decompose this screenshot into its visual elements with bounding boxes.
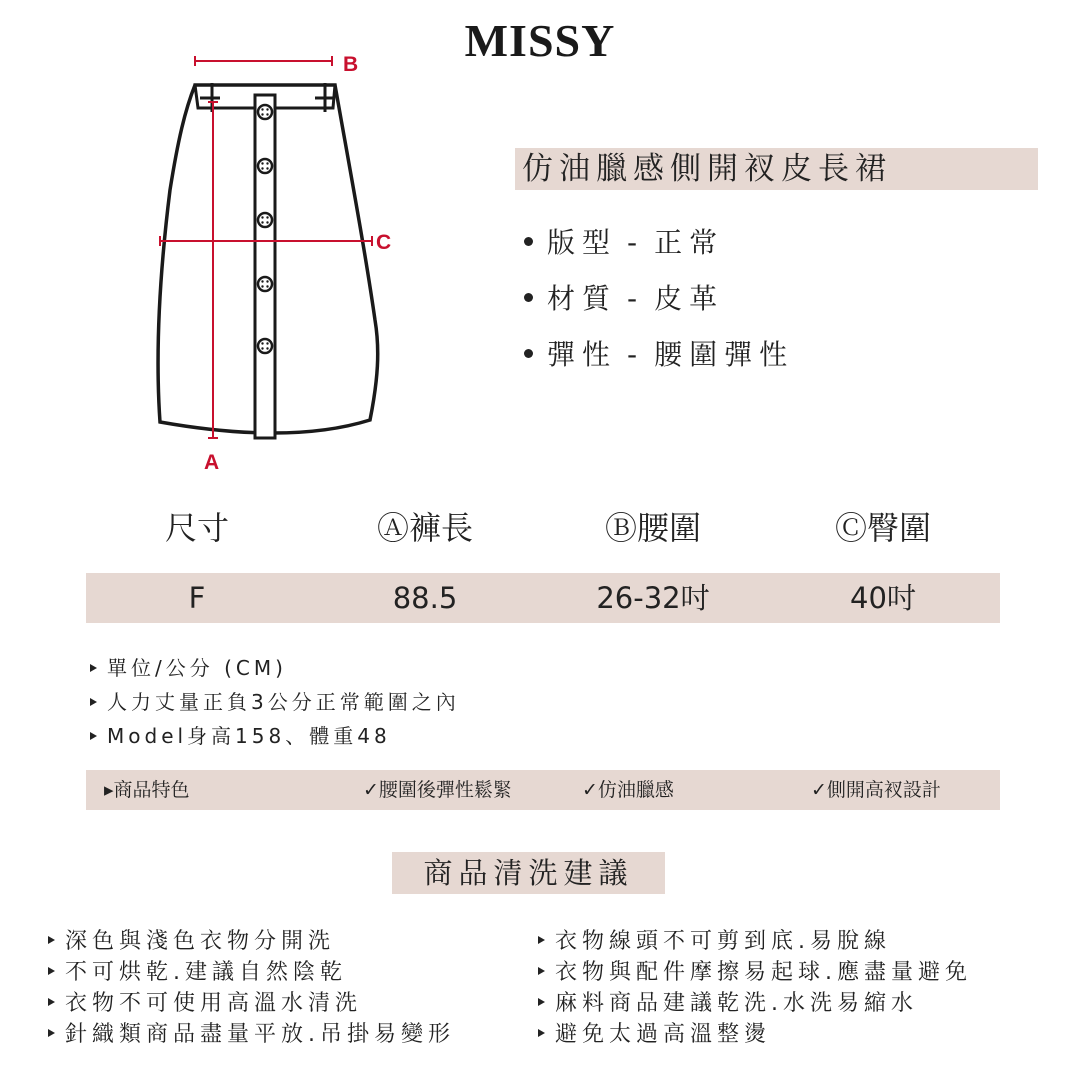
product-title: 仿油臘感側開衩皮長裙	[522, 151, 892, 187]
triangle-icon	[48, 1029, 55, 1037]
note-item: 單位/公分 (CM)	[90, 652, 287, 681]
triangle-icon	[538, 967, 545, 975]
length-cell: 88.5	[392, 581, 458, 615]
care-item: 深色與淺色衣物分開洗	[48, 924, 335, 955]
note-item: Model身高158、體重48	[90, 720, 391, 749]
care-item: 衣物與配件摩擦易起球.應盡量避免	[538, 955, 972, 986]
care-item: 針織類商品盡量平放.吊掛易變形	[48, 1017, 455, 1048]
label-a: A	[204, 451, 220, 474]
hip-header: Ⓒ臀圍	[834, 509, 931, 547]
label-c: C	[376, 231, 392, 254]
triangle-icon	[538, 998, 545, 1006]
care-item: 不可烘乾.建議自然陰乾	[48, 955, 347, 986]
size-header: 尺寸	[164, 509, 229, 547]
feature-item: ✓仿油臘感	[582, 779, 674, 801]
triangle-icon	[90, 664, 97, 672]
length-header: Ⓐ褲長	[376, 509, 473, 547]
skirt-diagram	[150, 50, 410, 480]
hip-cell: 40吋	[850, 581, 916, 615]
care-item: 衣物線頭不可剪到底.易脫線	[538, 924, 891, 955]
care-item: 避免太過高溫整燙	[538, 1017, 771, 1048]
triangle-icon	[48, 936, 55, 944]
spec-item: 彈性 - 腰圍彈性	[524, 333, 794, 373]
care-item: 衣物不可使用高溫水清洗	[48, 986, 362, 1017]
waist-cell: 26-32吋	[596, 581, 710, 615]
care-title: 商品清洗建議	[423, 856, 634, 890]
size-cell: F	[188, 581, 206, 615]
waist-header: Ⓑ腰圍	[604, 509, 701, 547]
spec-item: 版型 - 正常	[524, 221, 724, 261]
spec-item: 材質 - 皮革	[524, 277, 724, 317]
button-placket	[255, 95, 275, 438]
brand-title: MISSY	[464, 15, 616, 66]
bullet-icon	[524, 349, 533, 358]
triangle-icon	[48, 967, 55, 975]
note-item: 人力丈量正負3公分正常範圍之內	[90, 686, 460, 715]
bullet-icon	[524, 237, 533, 246]
triangle-icon	[90, 732, 97, 740]
triangle-icon	[90, 698, 97, 706]
feature-item: ✓腰圍後彈性鬆緊	[363, 779, 512, 801]
triangle-icon	[538, 1029, 545, 1037]
feature-item: ✓側開高衩設計	[811, 779, 941, 801]
features-label: ▸商品特色	[104, 779, 190, 801]
care-item: 麻料商品建議乾洗.水洗易縮水	[538, 986, 918, 1017]
triangle-icon	[48, 998, 55, 1006]
label-b: B	[343, 53, 359, 76]
triangle-icon	[538, 936, 545, 944]
bullet-icon	[524, 293, 533, 302]
